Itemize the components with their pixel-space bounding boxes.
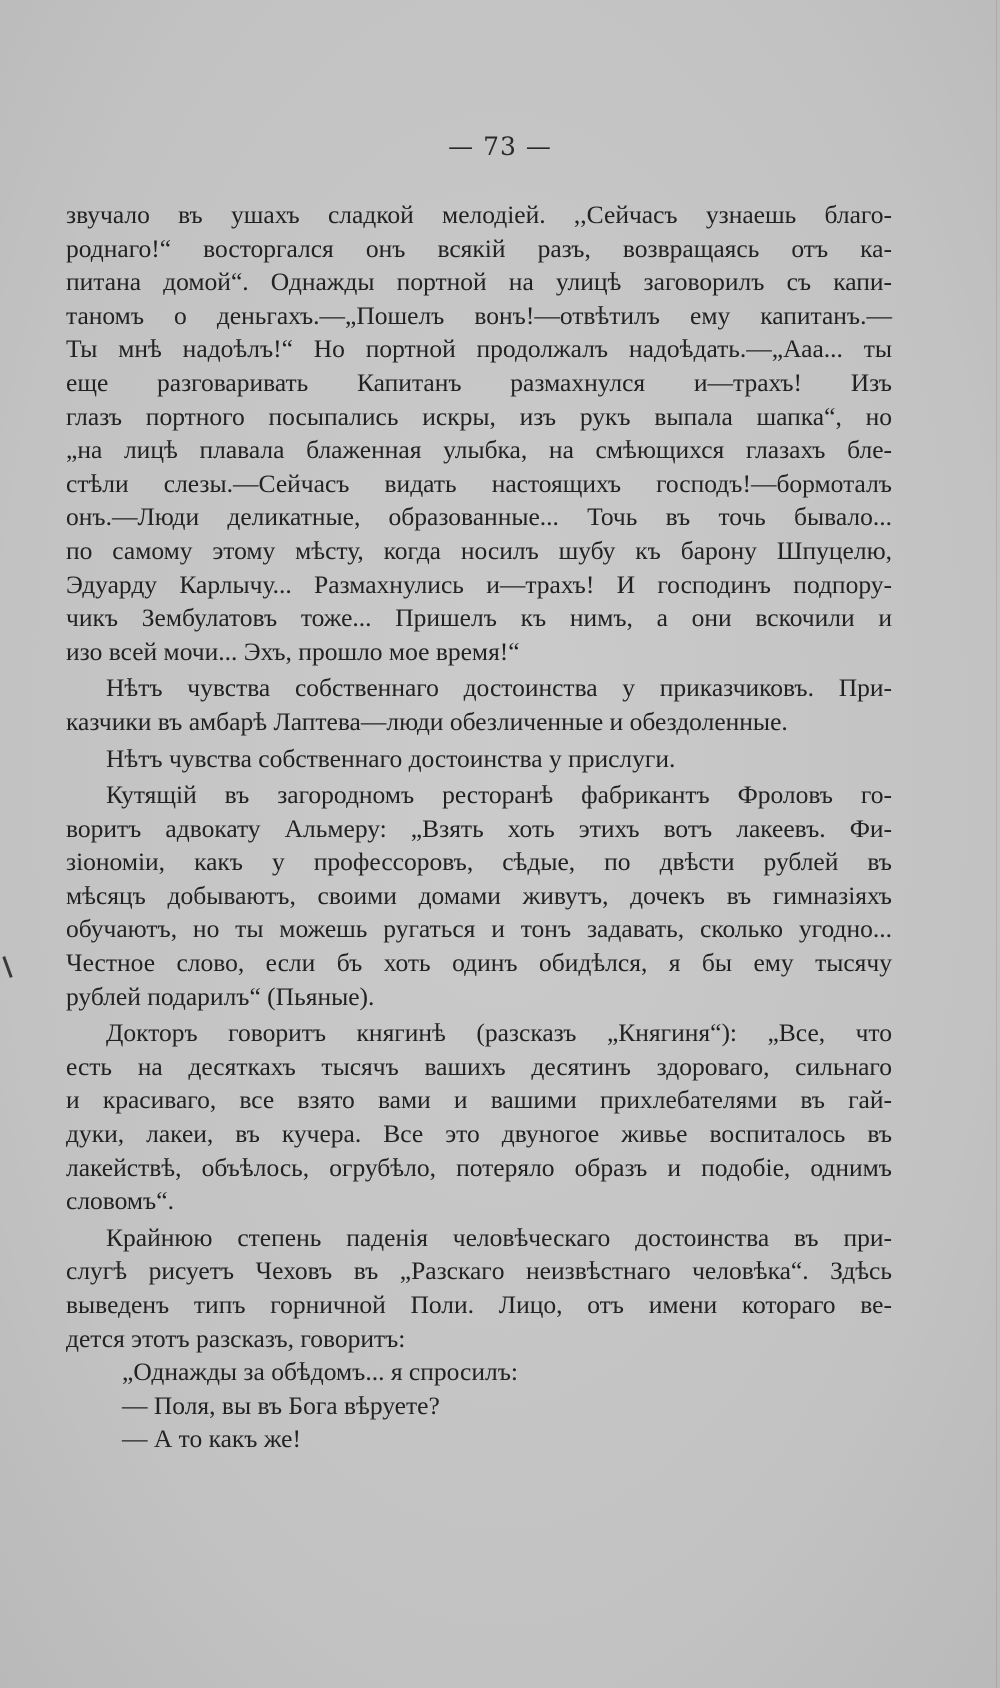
text-line: Честное слово, если бъ хоть одинъ обидѣлся, я бы ему тысячу: [66, 948, 892, 978]
text-line: питана домой“. Однажды портной на улицѣ заговорилъ съ капи-: [66, 267, 892, 297]
text-line: Эдуарду Карлычу... Размахнулись и—трахъ! И господинъ подпору-: [66, 569, 892, 599]
paragraph: [66, 1016, 892, 1218]
text-line: зіономіи, какъ у профессоровъ, сѣдые, по двѣсти рублей въ: [66, 847, 892, 877]
body-text: [66, 198, 892, 1456]
text-line: „на лицѣ плавала блаженная улыбка, на смѣющихся глазахъ бле-: [66, 435, 892, 465]
text-line: — Поля, вы въ Бога вѣруете?: [122, 1390, 440, 1420]
text-line: звучало въ ушахъ сладкой мелодіей. ,,Сейчасъ узнаешь благо-: [66, 200, 892, 229]
text-line: Крайнюю степень паденія человѣческаго достоинства въ при-: [106, 1222, 892, 1252]
text-line: — А то какъ же!: [122, 1424, 301, 1454]
text-line: таномъ о деньгахъ.—„Пошелъ вонъ!—отвѣтилъ ему капитанъ.—: [66, 300, 892, 330]
text-line: по самому этому мѣсту, когда носилъ шубу къ барону Шпуцелю,: [66, 535, 892, 565]
text-line: чикъ Зембулатовъ тоже... Пришелъ къ нимъ, а они вскочили и: [66, 603, 892, 633]
text-line: стѣли слезы.—Сейчасъ видать настоящихъ господъ!—бормоталъ: [66, 468, 892, 498]
paragraph: [66, 778, 892, 1013]
text-line: глазъ портного посыпались искры, изъ рукъ выпала шапка“, но: [66, 401, 892, 431]
text-line: казчики въ амбарѣ Лаптева—люди обезличенные и обездоленные.: [66, 706, 788, 736]
text-line: и красиваго, все взято вами и вашими прихлебателями въ гай-: [66, 1085, 892, 1115]
paragraph: [66, 1221, 892, 1355]
text-line: изо всей мочи... Эхъ, прошло мое время!“: [66, 636, 520, 666]
text-line: „Однажды за обѣдомъ... я спросилъ:: [122, 1357, 518, 1387]
text-line: словомъ“.: [66, 1186, 174, 1216]
text-line: Нѣтъ чувства собственнаго достоинства у прислуги.: [106, 743, 676, 773]
text-line: воритъ адвокату Альмеру: „Взять хоть этихъ вотъ лакеевъ. Фи-: [66, 813, 892, 843]
text-line: дется этотъ разсказъ, говоритъ:: [66, 1323, 406, 1353]
dialogue: [66, 1355, 892, 1456]
text-line: еще разговаривать Капитанъ размахнулся и—трахъ! Изъ: [66, 367, 892, 397]
text-line: роднаго!“ восторгался онъ всякій разъ, возвращаясь отъ ка-: [66, 233, 892, 263]
text-line: есть на десяткахъ тысячъ вашихъ десятинъ здороваго, сильнаго: [66, 1051, 892, 1081]
text-line: дуки, лакеи, въ кучера. Все это двуногое живье воспиталось въ: [66, 1119, 892, 1149]
page-edge: [996, 0, 997, 1688]
paragraph: [66, 671, 892, 738]
text-line: обучаютъ, но ты можешь ругаться и тонъ задавать, сколько угодно...: [66, 914, 892, 944]
text-line: выведенъ типъ горничной Поли. Лицо, отъ имени котораго ве-: [66, 1290, 892, 1319]
page-number: — 73 —: [448, 132, 552, 161]
text-line: рублей подарилъ“ (Пьяные).: [66, 981, 375, 1011]
paragraph: [66, 742, 892, 776]
text-line: Докторъ говоритъ княгинѣ (разсказъ „Княгиня“): „Все, что: [106, 1018, 892, 1048]
paragraph: [66, 198, 892, 668]
text-line: Ты мнѣ надоѣлъ!“ Но портной продолжалъ надоѣдать.—„Ааа... ты: [66, 334, 892, 364]
ink-mark: [2, 956, 12, 978]
text-line: онъ.—Люди деликатные, образованные... Точь въ точь бывало...: [66, 502, 892, 532]
text-line: Нѣтъ чувства собственнаго достоинства у приказчиковъ. При-: [106, 673, 892, 703]
text-line: мѣсяцъ добываютъ, своими домами живутъ, дочекъ въ гимназіяхъ: [66, 880, 892, 910]
text-line: лакействѣ, объѣлось, огрубѣло, потеряло образъ и подобіе, однимъ: [66, 1152, 892, 1182]
text-line: Кутящій въ загородномъ ресторанѣ фабрикантъ Фроловъ го-: [106, 780, 892, 810]
text-line: слугѣ рисуетъ Чеховъ въ „Разскагo неизвѣстнаго человѣка“. Здѣсь: [66, 1256, 892, 1286]
